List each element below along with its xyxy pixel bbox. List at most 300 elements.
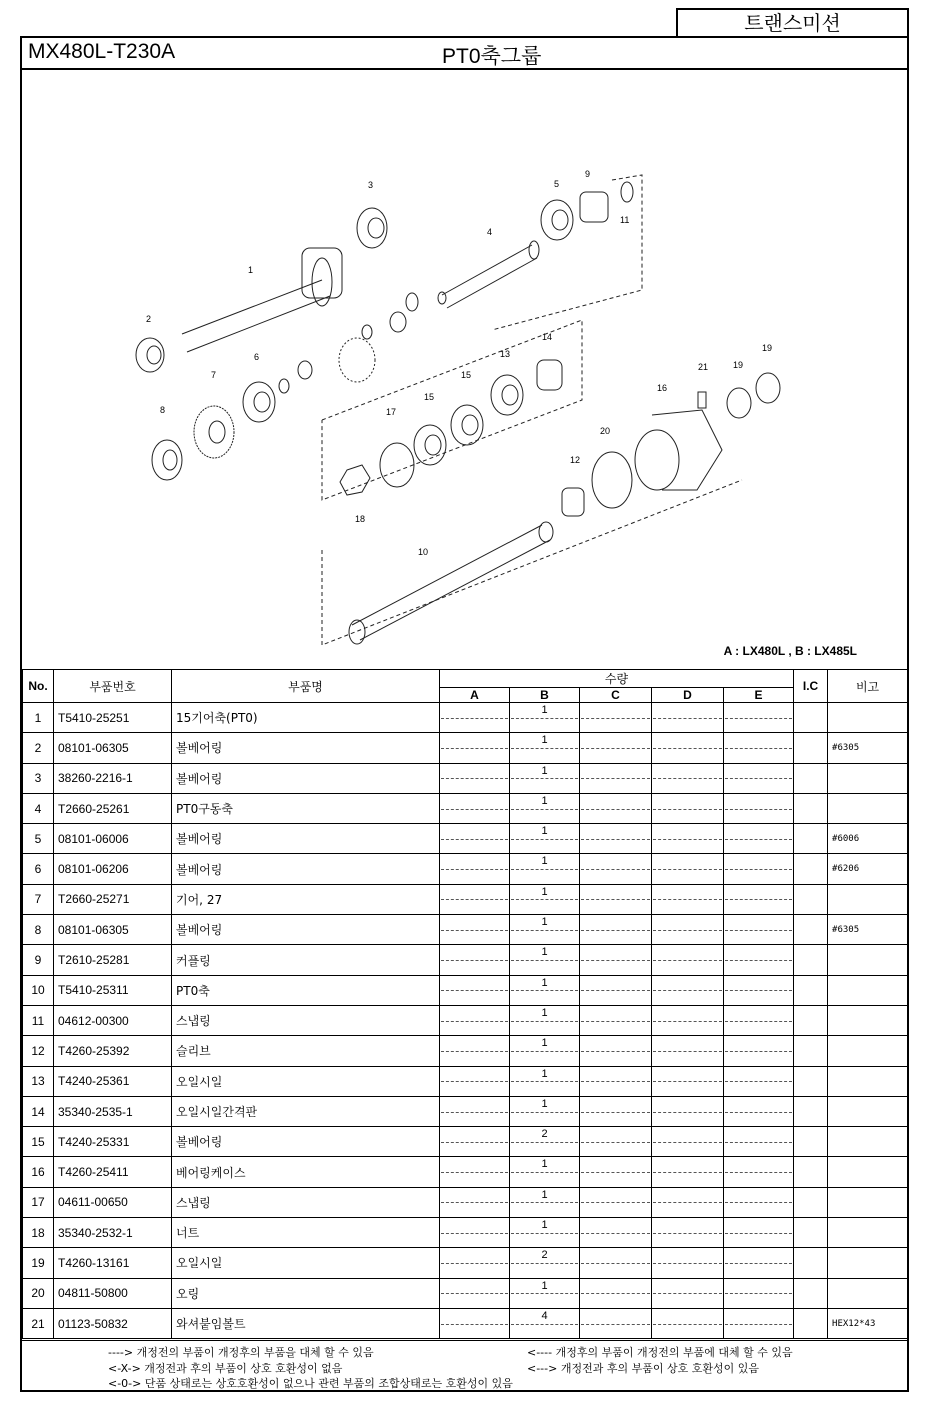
callout-8: 8 <box>160 405 166 415</box>
row-part-name: 커플링 <box>172 945 440 975</box>
callout-17: 17 <box>386 407 397 417</box>
row-qty-b <box>510 975 580 1005</box>
row-remark: #6006 <box>828 824 908 854</box>
qty-value: 1 <box>541 885 548 898</box>
table-row <box>23 1278 908 1308</box>
col-header-e: E <box>724 688 794 703</box>
row-qty-b <box>510 1036 580 1066</box>
row-qty-c <box>580 1308 652 1338</box>
row-qty-a <box>440 1248 510 1278</box>
row-remark <box>828 1036 908 1066</box>
row-qty-a <box>440 1308 510 1338</box>
row-qty-b <box>510 824 580 854</box>
row-no: 1 <box>23 703 54 733</box>
col-header-remark: 비고 <box>828 670 908 703</box>
row-qty-b <box>510 884 580 914</box>
callout-3: 3 <box>368 180 374 190</box>
row-ic <box>794 1248 828 1278</box>
qty-value: 1 <box>541 764 548 777</box>
row-qty-b <box>510 1218 580 1248</box>
row-qty-e <box>724 1308 794 1338</box>
group-title: PT0축그룹 <box>442 45 542 68</box>
qty-value: 1 <box>541 1279 548 1292</box>
row-qty-d <box>652 824 724 854</box>
row-qty-b <box>510 793 580 823</box>
table-row <box>23 1157 908 1187</box>
row-remark <box>828 703 908 733</box>
row-part-name: 베어링케이스 <box>172 1157 440 1187</box>
row-part-no: T2660-25261 <box>54 793 172 823</box>
row-part-name: 와셔붙임볼트 <box>172 1308 440 1338</box>
callout-21: 21 <box>698 362 709 372</box>
col-header-c: C <box>580 688 652 703</box>
row-qty-a <box>440 915 510 945</box>
row-qty-e <box>724 1036 794 1066</box>
qty-value: 1 <box>541 734 548 747</box>
table-row <box>23 1308 908 1338</box>
callout-7: 7 <box>211 370 217 380</box>
col-header-qty: 수량 <box>440 670 794 688</box>
row-qty-b <box>510 1308 580 1338</box>
oil-seal-part-19a <box>727 388 751 418</box>
col-header-part-no: 부품번호 <box>54 670 172 703</box>
parts-table-body <box>23 703 908 1339</box>
gear-shaft-part-1 <box>182 248 342 352</box>
row-qty-e <box>724 1096 794 1126</box>
row-qty-e <box>724 1066 794 1096</box>
table-row <box>23 1248 908 1278</box>
table-row <box>23 1127 908 1157</box>
row-qty-c <box>580 1036 652 1066</box>
callout-9: 9 <box>585 169 591 179</box>
row-qty-a <box>440 884 510 914</box>
row-qty-e <box>724 975 794 1005</box>
row-remark: #6305 <box>828 733 908 763</box>
row-qty-c <box>580 1096 652 1126</box>
row-qty-b <box>510 703 580 733</box>
qty-value: 1 <box>541 1158 548 1171</box>
table-row <box>23 975 908 1005</box>
callout-labels <box>146 169 772 557</box>
row-qty-a <box>440 1096 510 1126</box>
row-part-name: 오링 <box>172 1278 440 1308</box>
row-qty-d <box>652 1127 724 1157</box>
row-part-name: 기어, 27 <box>172 884 440 914</box>
row-remark <box>828 1157 908 1187</box>
callout-15a: 15 <box>461 370 472 380</box>
row-ic <box>794 1308 828 1338</box>
callout-15b: 15 <box>424 392 435 402</box>
row-part-no: T5410-25251 <box>54 703 172 733</box>
legend-line-2-left: <-X-> 개정전과 후의 부품이 상호 호환성이 없음 <box>108 1362 343 1375</box>
title-bar <box>22 38 907 70</box>
row-part-name: 오일시일 <box>172 1066 440 1096</box>
sleeve-part-12 <box>562 488 584 516</box>
row-no: 10 <box>23 975 54 1005</box>
row-part-no: T4240-25331 <box>54 1127 172 1157</box>
pto-shaft-part-10 <box>349 522 553 644</box>
row-qty-e <box>724 854 794 884</box>
row-part-name: 오일시일간격판 <box>172 1096 440 1126</box>
row-qty-c <box>580 1218 652 1248</box>
row-remark: HEX12*43 <box>828 1308 908 1338</box>
qty-value: 1 <box>541 794 548 807</box>
row-remark <box>828 793 908 823</box>
row-part-no: 04611-00650 <box>54 1187 172 1217</box>
row-ic <box>794 1127 828 1157</box>
row-qty-c <box>580 975 652 1005</box>
row-part-no: 04612-00300 <box>54 1005 172 1035</box>
row-qty-e <box>724 1005 794 1035</box>
row-qty-a <box>440 854 510 884</box>
row-part-no: T4260-25392 <box>54 1036 172 1066</box>
col-header-a: A <box>440 688 510 703</box>
row-part-name: 볼베어링 <box>172 854 440 884</box>
callout-11: 11 <box>620 215 630 225</box>
bearing-part-15a <box>451 405 483 445</box>
row-qty-a <box>440 1278 510 1308</box>
row-part-name: 슬리브 <box>172 1036 440 1066</box>
row-qty-c <box>580 733 652 763</box>
legend-line-1-right: <---- 개정후의 부품이 개정전의 부품에 대체 할 수 있음 <box>527 1346 793 1359</box>
row-ic <box>794 1157 828 1187</box>
row-qty-c <box>580 1066 652 1096</box>
row-qty-a <box>440 1187 510 1217</box>
row-no: 7 <box>23 884 54 914</box>
qty-value: 2 <box>541 1249 548 1262</box>
row-no: 19 <box>23 1248 54 1278</box>
row-qty-a <box>440 763 510 793</box>
row-part-name: 스냅링 <box>172 1005 440 1035</box>
row-ic <box>794 763 828 793</box>
qty-value: 1 <box>541 1067 548 1080</box>
table-row <box>23 884 908 914</box>
drive-shaft-part-4 <box>442 241 539 308</box>
row-no: 21 <box>23 1308 54 1338</box>
row-part-no: T4260-25411 <box>54 1157 172 1187</box>
row-qty-c <box>580 854 652 884</box>
row-no: 20 <box>23 1278 54 1308</box>
row-ic <box>794 915 828 945</box>
nut-part-18 <box>340 465 370 495</box>
table-row <box>23 1187 908 1217</box>
qty-value: 1 <box>541 825 548 838</box>
row-part-no: T4240-25361 <box>54 1066 172 1096</box>
row-qty-a <box>440 733 510 763</box>
row-ic <box>794 945 828 975</box>
table-row <box>23 1036 908 1066</box>
qty-value: 1 <box>541 976 548 989</box>
row-qty-d <box>652 793 724 823</box>
row-ic <box>794 1005 828 1035</box>
row-qty-d <box>652 1066 724 1096</box>
o-ring-part-20 <box>592 452 632 508</box>
row-qty-b <box>510 1127 580 1157</box>
row-qty-d <box>652 1005 724 1035</box>
callout-2: 2 <box>146 314 152 324</box>
row-qty-b <box>510 1278 580 1308</box>
row-qty-d <box>652 733 724 763</box>
table-row <box>23 1096 908 1126</box>
row-ic <box>794 1278 828 1308</box>
row-no: 14 <box>23 1096 54 1126</box>
row-ic <box>794 793 828 823</box>
legend-line-1-left: ----> 개정전의 부품이 개정후의 부품을 대체 할 수 있음 <box>108 1346 374 1359</box>
row-part-no: 01123-50832 <box>54 1308 172 1338</box>
seal-spacer-part-14 <box>537 360 562 390</box>
row-no: 5 <box>23 824 54 854</box>
row-no: 2 <box>23 733 54 763</box>
table-row <box>23 703 908 733</box>
row-qty-d <box>652 1218 724 1248</box>
row-remark <box>828 975 908 1005</box>
row-ic <box>794 884 828 914</box>
table-row <box>23 1066 908 1096</box>
row-part-no: T2610-25281 <box>54 945 172 975</box>
col-header-ic: I.C <box>794 670 828 703</box>
legend-line-2-right: <---> 개정전과 후의 부품이 상호 호환성이 있음 <box>527 1362 759 1375</box>
row-no: 15 <box>23 1127 54 1157</box>
oil-seal-part-19b <box>756 373 780 403</box>
qty-value: 1 <box>541 1006 548 1019</box>
row-qty-c <box>580 793 652 823</box>
exploded-diagram <box>22 70 907 668</box>
row-part-name: 볼베어링 <box>172 733 440 763</box>
row-ic <box>794 1218 828 1248</box>
row-part-no: T2660-25271 <box>54 884 172 914</box>
row-qty-b <box>510 1096 580 1126</box>
row-qty-d <box>652 1157 724 1187</box>
row-qty-a <box>440 1157 510 1187</box>
row-part-no: 08101-06006 <box>54 824 172 854</box>
row-ic <box>794 1187 828 1217</box>
row-remark: #6206 <box>828 854 908 884</box>
row-ic <box>794 703 828 733</box>
parts-sheet <box>20 36 909 1392</box>
row-qty-d <box>652 1308 724 1338</box>
bearing-case-part-16 <box>635 410 722 490</box>
row-part-name: PT0축 <box>172 975 440 1005</box>
row-qty-a <box>440 1127 510 1157</box>
row-remark <box>828 1127 908 1157</box>
row-qty-d <box>652 1248 724 1278</box>
row-qty-e <box>724 945 794 975</box>
qty-value: 1 <box>541 855 548 868</box>
row-no: 4 <box>23 793 54 823</box>
qty-value: 1 <box>541 704 548 716</box>
row-qty-d <box>652 1036 724 1066</box>
exploded-diagram-svg <box>22 70 907 668</box>
row-remark <box>828 1218 908 1248</box>
legend-line-3: <-0-> 단품 상태로는 상호호환성이 없으나 관련 부품의 조합상태로는 호환성이 있음 <box>108 1377 513 1390</box>
row-no: 13 <box>23 1066 54 1096</box>
row-qty-b <box>510 915 580 945</box>
row-qty-d <box>652 763 724 793</box>
row-no: 12 <box>23 1036 54 1066</box>
row-qty-c <box>580 1248 652 1278</box>
row-qty-d <box>652 915 724 945</box>
callout-14: 14 <box>542 332 553 342</box>
callout-10: 10 <box>418 547 429 557</box>
row-qty-d <box>652 1096 724 1126</box>
col-header-part-name: 부품명 <box>172 670 440 703</box>
row-qty-a <box>440 793 510 823</box>
callout-5: 5 <box>554 179 560 189</box>
row-qty-e <box>724 1218 794 1248</box>
qty-value: 1 <box>541 946 548 959</box>
row-qty-c <box>580 763 652 793</box>
variant-note: A : LX480L , B : LX485L <box>723 644 857 658</box>
table-row <box>23 945 908 975</box>
callout-13: 13 <box>500 349 511 359</box>
callout-4: 4 <box>487 227 493 237</box>
row-ic <box>794 733 828 763</box>
row-part-no: 08101-06305 <box>54 915 172 945</box>
row-qty-b <box>510 1005 580 1035</box>
table-row <box>23 824 908 854</box>
row-qty-d <box>652 854 724 884</box>
row-qty-e <box>724 793 794 823</box>
row-qty-e <box>724 915 794 945</box>
row-ic <box>794 854 828 884</box>
row-part-name: 볼베어링 <box>172 915 440 945</box>
row-part-no: T4260-13161 <box>54 1248 172 1278</box>
bolt-part-21 <box>698 392 706 408</box>
coupling-part-9 <box>580 192 608 222</box>
row-qty-b <box>510 733 580 763</box>
row-qty-a <box>440 1066 510 1096</box>
row-part-name: 스냅링 <box>172 1187 440 1217</box>
row-part-name: 볼베어링 <box>172 1127 440 1157</box>
row-remark <box>828 1066 908 1096</box>
bearing-part-15b <box>414 425 446 465</box>
row-part-no: 35340-2532-1 <box>54 1218 172 1248</box>
row-qty-e <box>724 763 794 793</box>
table-row <box>23 854 908 884</box>
callout-1: 1 <box>248 265 254 275</box>
col-header-d: D <box>652 688 724 703</box>
callout-19a: 19 <box>733 360 744 370</box>
row-qty-e <box>724 884 794 914</box>
row-remark <box>828 1248 908 1278</box>
row-part-name: 볼베어링 <box>172 824 440 854</box>
qty-value: 1 <box>541 1097 548 1110</box>
row-part-no: 08101-06305 <box>54 733 172 763</box>
bearing-part-8 <box>152 440 182 480</box>
row-qty-d <box>652 975 724 1005</box>
row-qty-b <box>510 1066 580 1096</box>
row-remark <box>828 1278 908 1308</box>
row-qty-c <box>580 703 652 733</box>
row-qty-c <box>580 915 652 945</box>
row-part-no: 04811-50800 <box>54 1278 172 1308</box>
gear-part-7 <box>194 406 234 458</box>
row-qty-c <box>580 1187 652 1217</box>
row-qty-e <box>724 1157 794 1187</box>
row-ic <box>794 1036 828 1066</box>
row-qty-d <box>652 1278 724 1308</box>
table-row <box>23 733 908 763</box>
table-row <box>23 1218 908 1248</box>
row-remark <box>828 1187 908 1217</box>
row-ic <box>794 975 828 1005</box>
bearing-part-6 <box>243 382 275 422</box>
table-row <box>23 763 908 793</box>
qty-value: 1 <box>541 916 548 929</box>
row-no: 8 <box>23 915 54 945</box>
bearing-part-3 <box>357 208 387 248</box>
table-row <box>23 793 908 823</box>
row-qty-c <box>580 945 652 975</box>
row-part-name: 볼베어링 <box>172 763 440 793</box>
row-no: 3 <box>23 763 54 793</box>
revision-legend <box>22 1340 907 1391</box>
callout-20: 20 <box>600 426 611 436</box>
row-part-name: 오일시일 <box>172 1248 440 1278</box>
row-qty-e <box>724 1248 794 1278</box>
row-qty-d <box>652 703 724 733</box>
row-qty-d <box>652 945 724 975</box>
row-qty-a <box>440 1218 510 1248</box>
row-qty-c <box>580 824 652 854</box>
row-qty-c <box>580 884 652 914</box>
callout-6: 6 <box>254 352 260 362</box>
row-qty-b <box>510 1157 580 1187</box>
row-qty-e <box>724 1187 794 1217</box>
parts-table <box>22 669 908 1339</box>
row-part-name: PT0구동축 <box>172 793 440 823</box>
row-qty-a <box>440 975 510 1005</box>
callout-16: 16 <box>657 383 668 393</box>
row-qty-a <box>440 1005 510 1035</box>
row-qty-c <box>580 1005 652 1035</box>
row-qty-a <box>440 945 510 975</box>
row-qty-a <box>440 1036 510 1066</box>
row-part-name: 너트 <box>172 1218 440 1248</box>
col-header-no: No. <box>23 670 54 703</box>
row-part-no: 38260-2216-1 <box>54 763 172 793</box>
snap-ring-part-17 <box>380 443 414 487</box>
bearing-part-2 <box>136 338 164 372</box>
row-no: 9 <box>23 945 54 975</box>
row-no: 11 <box>23 1005 54 1035</box>
row-qty-e <box>724 1278 794 1308</box>
row-qty-c <box>580 1127 652 1157</box>
row-ic <box>794 1096 828 1126</box>
col-header-b: B <box>510 688 580 703</box>
bearing-part-5 <box>541 200 573 240</box>
row-remark <box>828 945 908 975</box>
row-part-no: 08101-06206 <box>54 854 172 884</box>
row-remark <box>828 763 908 793</box>
row-remark <box>828 1005 908 1035</box>
row-qty-b <box>510 854 580 884</box>
row-qty-b <box>510 1187 580 1217</box>
row-remark <box>828 1096 908 1126</box>
bearing-part-13 <box>491 375 523 415</box>
table-row <box>23 915 908 945</box>
row-no: 6 <box>23 854 54 884</box>
row-part-no: T5410-25311 <box>54 975 172 1005</box>
model-code: MX480L-T230A <box>28 40 176 63</box>
row-qty-a <box>440 703 510 733</box>
assembly-guide-lower <box>322 480 742 645</box>
row-qty-e <box>724 824 794 854</box>
row-qty-e <box>724 733 794 763</box>
row-remark <box>828 884 908 914</box>
row-no: 18 <box>23 1218 54 1248</box>
qty-value: 1 <box>541 1188 548 1201</box>
